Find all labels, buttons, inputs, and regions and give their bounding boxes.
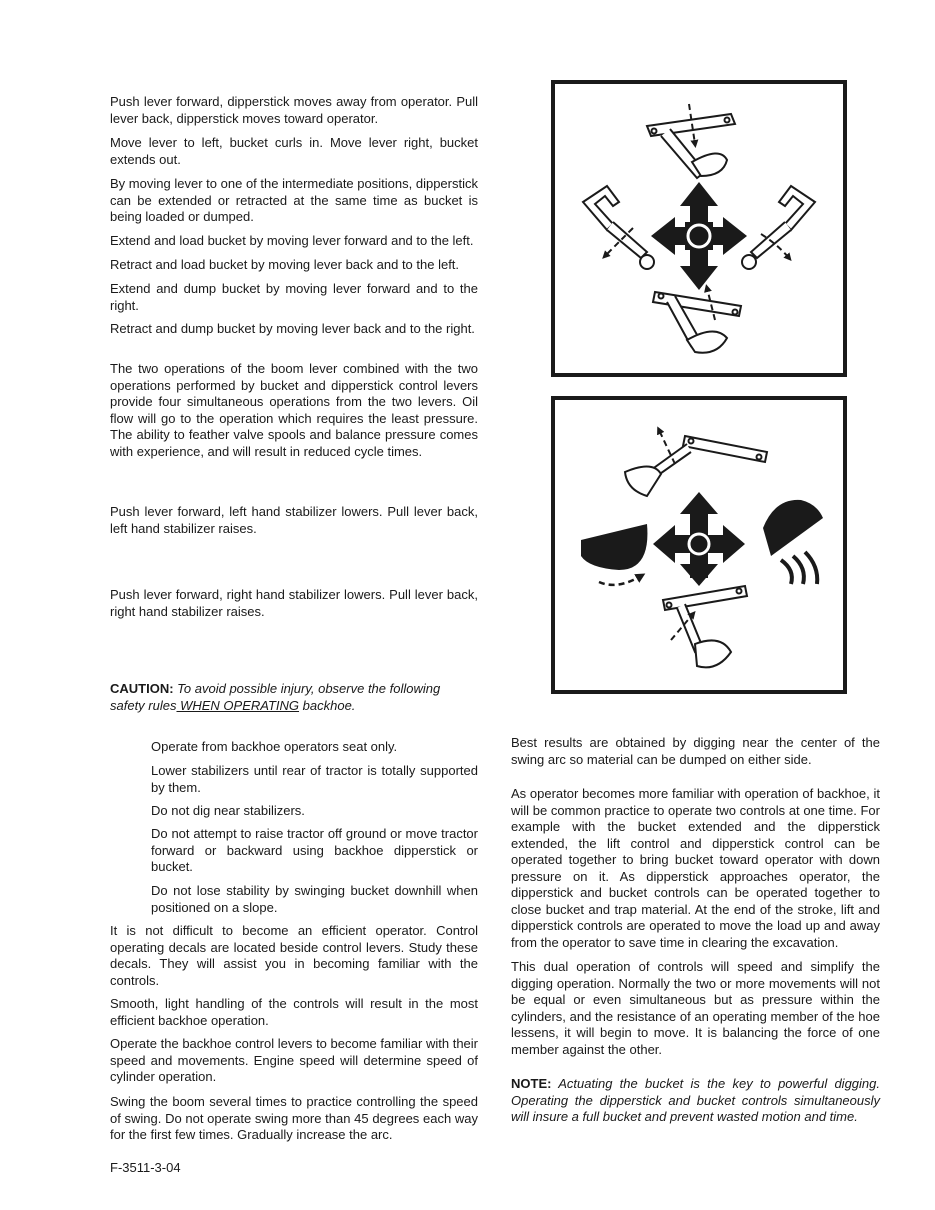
para-intermediate-positions: By moving lever to one of the intermediate positions, dipperstick can be extended or retracted at the same time as bucket is being loaded or dumped.	[110, 176, 478, 224]
para-bucket-lever: Move lever to left, bucket curls in. Move lever right, bucket extends out.	[110, 135, 478, 167]
caution-notice	[110, 681, 478, 714]
safety-rule: Lower stabilizers until rear of tractor is totally supported by them.	[151, 763, 478, 795]
para-left-stabilizer: Push lever forward, left hand stabilizer lowers. Pull lever back, left hand stabilizer raises.	[110, 504, 478, 536]
four-way-arrow-icon	[651, 182, 747, 290]
four-way-arrow-icon	[653, 492, 745, 586]
para-retract-load: Retract and load bucket by moving lever back and to the left.	[110, 257, 460, 272]
para-efficient-operator: It is not difficult to become an efficient operator. Control operating decals are located beside control levers. Study these decals. They will assist you in becoming familiar with the controls.	[110, 923, 478, 988]
safety-rule: Do not dig near stabilizers.	[151, 803, 305, 818]
caution-end: backhoe.	[299, 697, 356, 713]
para-right-stabilizer: Push lever forward, right hand stabilizer lowers. Pull lever back, right hand stabilizer raises.	[110, 587, 478, 619]
note-label: NOTE:	[511, 1076, 552, 1091]
swing-left-icon	[581, 524, 647, 585]
safety-rule: Do not attempt to raise tractor off ground or move tractor forward or backward using backhoe dipperstick or bucket.	[151, 826, 478, 874]
boom-raise-icon	[625, 430, 767, 496]
para-dual-operation: This dual operation of controls will speed and simplify the digging operation. Normally the two or more movements will not be equal or even simultaneous but as pressure within the cylinders, and the resistance of an operating member of the hoe lessens, it will begin to move. It is balancing the force of one member against the other.	[511, 959, 880, 1057]
boom-swing-illustration	[555, 400, 843, 690]
document-code: F-3511-3-04	[110, 1160, 181, 1175]
para-best-results: Best results are obtained by digging near the center of the swing arc so material can be dumped on either side.	[511, 735, 880, 767]
safety-rule: Operate from backhoe operators seat only.	[151, 739, 398, 754]
note-text: Actuating the bucket is the key to powerful digging. Operating the dipperstick and bucket controls simultaneously will insure a full bucket and prevent wasted motion and time.	[511, 1076, 880, 1124]
para-extend-dump: Extend and dump bucket by moving lever forward and to the right.	[110, 281, 478, 313]
dipperstick-in-icon	[653, 288, 741, 353]
para-smooth-handling: Smooth, light handling of the controls will result in the most efficient backhoe operation.	[110, 996, 478, 1028]
para-extend-load: Extend and load bucket by moving lever forward and to the left.	[110, 233, 474, 248]
safety-rule: Do not lose stability by swinging bucket downhill when positioned on a slope.	[151, 883, 478, 915]
para-familiar-speed: Operate the backhoe control levers to become familiar with their speed and movements. Engine speed will determine speed of cylinder operation.	[110, 1036, 478, 1084]
caution-text: To avoid possible injury, observe the following safety rules	[110, 681, 441, 713]
para-two-controls: As operator becomes more familiar with operation of backhoe, it will be common practice to operate two controls at one time. For example with the bucket extended and the dipperstick extended, the lift control and dipperstick control can be operated together to bring bucket toward operator with down pressure on it. As dipperstick approaches operator, the dipperstick and bucket controls can be operated together to close bucket and trap material. At the end of the stroke, lift and dipperstick controls are operated to move the load up and away from the operator to save time in clearing the excavation.	[511, 786, 880, 950]
para-dipperstick-lever: Push lever forward, dipperstick moves away from operator. Pull lever back, dipperstick moves toward operator.	[110, 94, 478, 126]
boom-lower-icon	[663, 586, 747, 667]
caution-when-operating: WHEN OPERATING	[176, 697, 300, 713]
para-simultaneous-operations: The two operations of the boom lever combined with the two operations performed by bucket and dipperstick control levers provide four simultaneous operations from the two levers. Oil flow will go to the operation which requires the least pressure. The ability to feather valve spools and balance pressure comes with experience, and will result in reduced cycle times.	[110, 361, 478, 459]
note	[511, 1076, 880, 1126]
caution-label: CAUTION:	[110, 681, 174, 696]
para-retract-dump: Retract and dump bucket by moving lever back and to the right.	[110, 321, 475, 336]
swing-right-icon	[763, 500, 823, 584]
dipperstick-out-icon	[647, 104, 735, 178]
bucket-curl-lever-icon	[583, 186, 654, 269]
bucket-dipperstick-illustration	[555, 84, 843, 373]
bucket-dipperstick-control-diagram	[551, 80, 847, 377]
para-swing-practice: Swing the boom several times to practice controlling the speed of swing. Do not operate swing more than 45 degrees each way for the first few times. Gradually increase the arc.	[110, 1094, 478, 1142]
boom-swing-control-diagram	[551, 396, 847, 694]
bucket-dump-lever-icon	[742, 186, 815, 269]
